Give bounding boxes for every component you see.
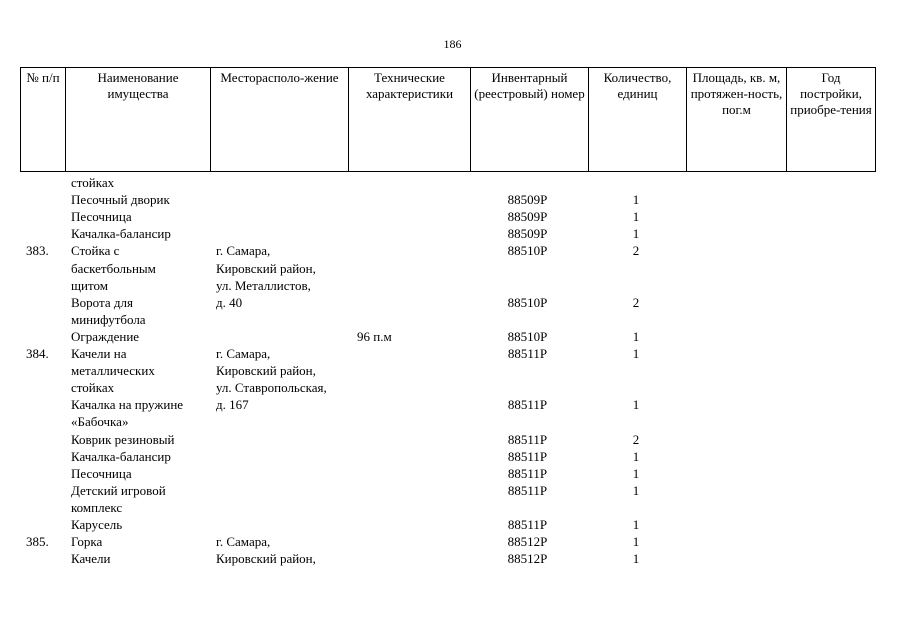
header-name: Наименование имущества	[66, 68, 211, 172]
item-location: Кировский район,	[216, 551, 316, 567]
item-quantity: 2	[632, 243, 640, 259]
item-location: г. Самара,	[216, 534, 271, 550]
item-inventory: 88511Р	[507, 482, 548, 498]
item-name: Стойка с	[71, 243, 120, 259]
header-no: № п/п	[21, 68, 66, 172]
item-inventory: 88512Р	[507, 534, 548, 550]
item-location: ул. Металлистов,	[216, 277, 311, 293]
item-name: щитом	[71, 277, 108, 293]
item-inventory: 88511Р	[507, 517, 548, 532]
item-tech: 96 п.м	[357, 328, 392, 344]
page-number: 186	[443, 37, 462, 51]
item-inventory: 88510Р	[507, 294, 548, 310]
item-quantity: 1	[632, 482, 640, 498]
item-name: Качалка-балансир	[71, 448, 171, 464]
item-name: Песочница	[71, 465, 132, 481]
item-location: ул. Ставропольская,	[216, 380, 327, 396]
item-name: комплекс	[71, 499, 123, 515]
item-inventory: 88509Р	[507, 192, 548, 208]
item-name: стойках	[71, 380, 115, 396]
item-name: Ограждение	[71, 328, 140, 344]
item-name: Песочный дворик	[71, 192, 170, 208]
item-quantity: 1	[632, 465, 640, 481]
item-name: металлических	[71, 363, 155, 379]
item-location: д. 167	[216, 397, 249, 413]
item-inventory: 88509Р	[507, 226, 548, 242]
item-inventory: 88511Р	[507, 431, 548, 447]
item-name: Детский игровой	[71, 482, 166, 498]
item-name: Качалка-балансир	[71, 226, 171, 242]
header-area: Площадь, кв. м, протяжен-ность, пог.м	[687, 68, 787, 172]
item-name: минифутбола	[71, 311, 146, 327]
item-quantity: 1	[632, 328, 640, 344]
item-quantity: 2	[632, 431, 640, 447]
item-quantity: 1	[632, 346, 640, 361]
item-inventory: 88510Р	[507, 328, 548, 344]
row-number: 385.	[26, 534, 49, 550]
item-location: г. Самара,	[216, 243, 271, 259]
header-tech: Технические характеристики	[349, 68, 471, 172]
item-name: Ворота для	[71, 294, 133, 310]
row-number: 383.	[26, 243, 49, 259]
header-quantity: Количество, единиц	[589, 68, 687, 172]
header-location: Месторасполо-жение	[211, 68, 349, 172]
item-quantity: 1	[632, 209, 640, 225]
table-header	[20, 67, 876, 172]
item-inventory: 88512Р	[507, 551, 548, 567]
item-location: Кировский район,	[216, 260, 316, 276]
item-name: стойках	[71, 175, 115, 190]
item-quantity: 1	[632, 551, 640, 567]
item-quantity: 1	[632, 226, 640, 242]
item-location: г. Самара,	[216, 346, 271, 361]
item-inventory: 88511Р	[507, 465, 548, 481]
item-quantity: 1	[632, 397, 640, 413]
item-location: д. 40	[216, 294, 243, 310]
row-number: 384.	[26, 346, 49, 361]
item-inventory: 88511Р	[507, 397, 548, 413]
item-quantity: 1	[632, 517, 640, 532]
header-inventory: Инвентарный (реестровый) номер	[471, 68, 589, 172]
item-name: Песочница	[71, 209, 132, 225]
item-name: Горка	[71, 534, 103, 550]
item-name: баскетбольным	[71, 260, 156, 276]
item-quantity: 1	[632, 448, 640, 464]
item-inventory: 88509Р	[507, 209, 548, 225]
item-name: Качели	[71, 551, 111, 567]
item-name: Коврик резиновый	[71, 431, 175, 447]
item-name: «Бабочка»	[71, 414, 129, 430]
item-quantity: 1	[632, 192, 640, 208]
item-name: Карусель	[71, 517, 123, 532]
item-location: Кировский район,	[216, 363, 316, 379]
item-name: Качалка на пружине	[71, 397, 184, 413]
item-quantity: 1	[632, 534, 640, 550]
header-year: Год постройки, приобре-тения	[787, 68, 876, 172]
item-quantity: 2	[632, 294, 640, 310]
item-inventory: 88511Р	[507, 346, 548, 361]
item-name: Качели на	[71, 346, 127, 361]
item-inventory: 88511Р	[507, 448, 548, 464]
item-inventory: 88510Р	[507, 243, 548, 259]
